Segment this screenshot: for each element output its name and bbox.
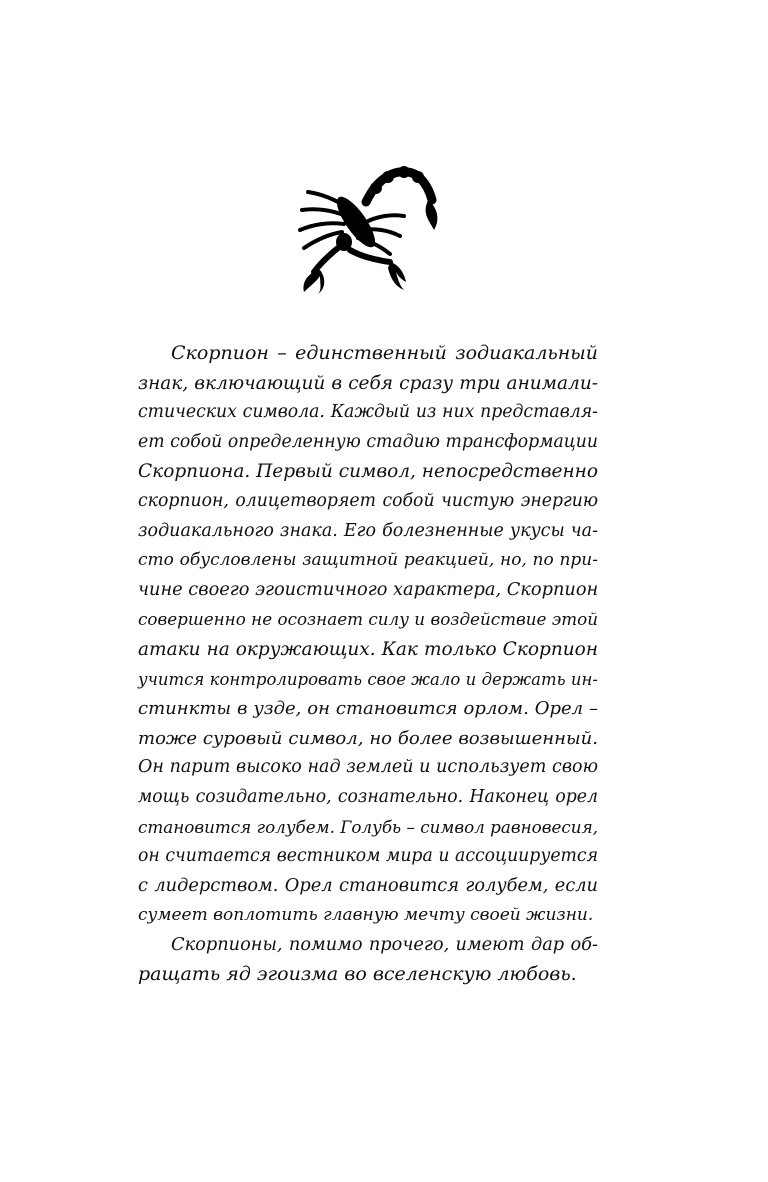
text-line: Скорпион – единственный зодиакальный: [171, 342, 598, 364]
text-line: становится голубем. Голубь – символ равновесия,: [138, 816, 598, 837]
paragraph-1: [138, 339, 598, 931]
text-line: сто обусловлены защитной реакцией, но, по при-: [138, 550, 598, 571]
text-line: тоже суровый символ, но более возвышенный.: [138, 727, 598, 749]
text-line: Скорпионы, помимо прочего, имеют дар об-: [171, 934, 598, 955]
text-line: Скорпиона. Первый символ, непосредственно: [138, 461, 598, 483]
text-line: он считается вестником мира и ассоциируетcя: [138, 846, 598, 867]
text-line: с лидерством. Орел становится голубем, если: [138, 875, 598, 896]
text-line: стинкты в узде, он становится орлом. Орел –: [138, 698, 598, 720]
text-line: учится контролировать свое жало и держать ин-: [138, 669, 598, 689]
text-line: атаки на окружающих. Как только Скорпион: [138, 638, 598, 660]
paragraph-2: [138, 931, 598, 990]
text-line: стических символа. Каждый из них представля-: [138, 402, 598, 423]
scorpion-icon: [292, 164, 444, 294]
text-line: чине своего эгоистичного характера, Скорпион: [138, 579, 599, 600]
text-line: ращать яд эгоизма во вселенскую любовь.: [138, 963, 577, 986]
text-line: Он парит высоко над землей и использует свою: [138, 757, 598, 778]
text-line: зодиакального знака. Его болезненные укусы ча-: [138, 520, 598, 541]
text-line: сумеет воплотить главную мечту своей жизни.: [138, 905, 594, 926]
text-line: скорпион, олицетворяет собой чистую энергию: [138, 490, 598, 511]
text-line: совершенно не осознает силу и воздействие этой: [138, 609, 598, 630]
text-line: знак, включающий в себя сразу три анимали-: [138, 372, 598, 394]
text-line: ет собой определенную стадию трансформации: [138, 431, 598, 452]
body-text: [138, 339, 598, 990]
text-line: мощь созидательно, сознательно. Наконец орел: [138, 786, 598, 807]
